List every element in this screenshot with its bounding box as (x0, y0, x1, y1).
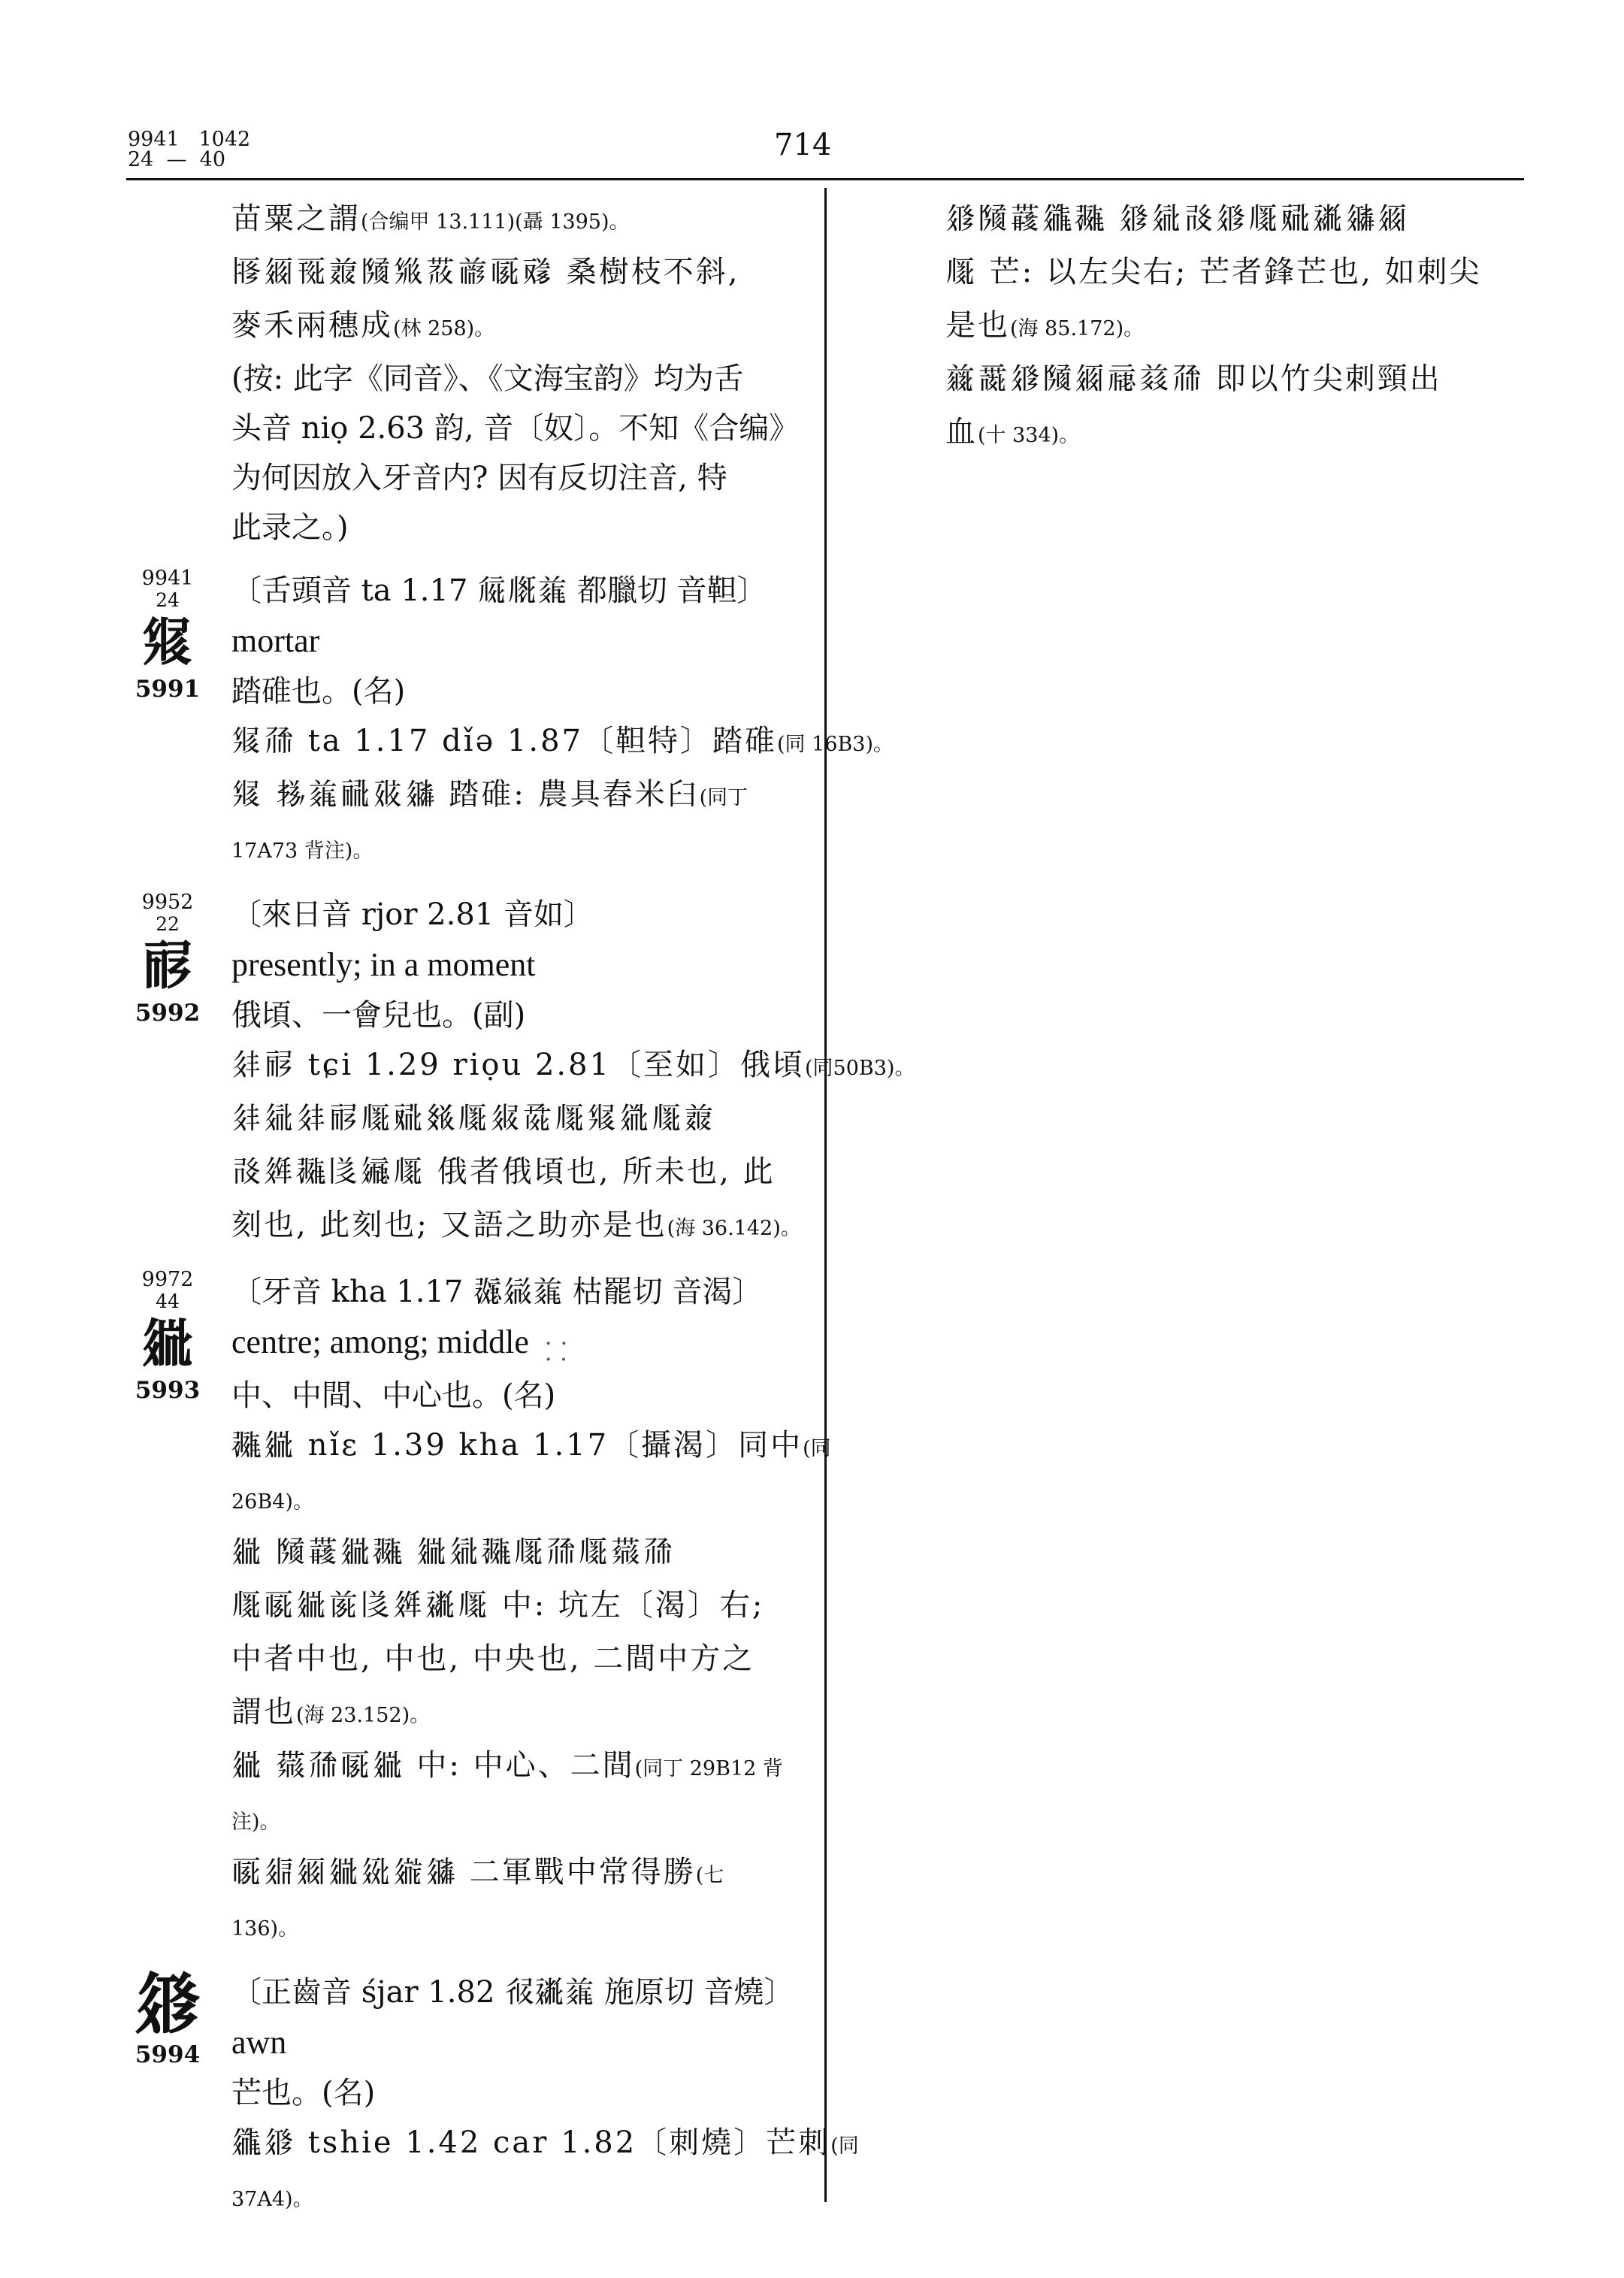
headword-glyph: 𗥔 (141, 1311, 194, 1374)
continuation-line: 𗔀𗵘𗤁𗂧𗥃𗄊𗑠𗗙 即以竹尖刺頸出 (945, 362, 1442, 396)
column-divider (824, 188, 827, 2202)
citation-line: 中者中也, 中也, 中央也, 二間中方之 (231, 1641, 755, 1676)
chinese-gloss: 俄頃、一會兒也。(副) (231, 998, 526, 1033)
citation-line: 刻也, 此刻也; 又語之助亦是也(海 36.142)。 (231, 1208, 801, 1242)
entry-meta (126, 1964, 209, 2070)
entry-number: 5991 (135, 676, 201, 703)
continuation-line: 𗎦𗥃𗀔𗓱𗂧𗊱𗚛𗑗𗀅𗠠 桑樹枝不斜, (231, 255, 740, 289)
citation-line: 37A4)。 (231, 2188, 313, 2211)
header-codes-bottom: 24 — 40 (128, 148, 226, 171)
pronunciation: 〔牙音 kha 1.17 𗗄𗦎𗒀 枯罷切 音渴〕 (231, 1275, 763, 1309)
citation-line: 注)。 (231, 1811, 280, 1834)
left-column (134, 194, 915, 2225)
remark-line: 头音 niọ 2.63 韵, 音〔奴〕。不知《合编》 (231, 411, 800, 446)
entry-subcode: 44 (156, 1290, 180, 1312)
remark-line: (按: 此字《同音》、《文海宝韵》均为舌 (231, 362, 744, 396)
citation-line: 𗅲𗀅𗥔𗐯𗁅𗤶𗡶𗅲 中: 坑左〔渴〕右; (231, 1588, 765, 1623)
entry-code: 9952 (141, 891, 194, 914)
entry-subcode: 24 (156, 589, 180, 611)
entry-number: 5994 (135, 2041, 201, 2068)
pronunciation: 〔正齒音 śjar 1.82 𗢐𗡶𗒀 施原切 音燒〕 (231, 1975, 794, 2010)
entry-number: 5992 (135, 1000, 201, 1027)
dictionary-entry (135, 890, 915, 1254)
right-column (945, 194, 1539, 461)
chinese-gloss: 中、中間、中心也。(名) (231, 1378, 556, 1413)
continuation-line: 苗粟之謂(合编甲 13.111)(聶 1395)。 (231, 201, 630, 236)
citation-line: 𗥔 𗂧𗞞𗥔𗖵 𗥔𗣼𗖵𗅲𗗙𗅲𗜓𗗙 (231, 1535, 676, 1569)
citation-line: 𗥔 𗜓𗗙𗀅𗥔 中: 中心、二間(同丁 29B12 背 (231, 1748, 783, 1783)
english-gloss: mortar (231, 622, 320, 659)
header-codes (128, 129, 250, 170)
headword-glyph: 𗟲 (141, 934, 194, 997)
english-gloss: awn (231, 2024, 287, 2061)
entry-meta (126, 566, 209, 704)
dictionary-entry (135, 566, 894, 876)
citation-line: 𗊰𗗙 ta 1.17 dǐə 1.87〔靼特〕踏碓(同 16B3)。 (231, 724, 894, 758)
chinese-gloss: 踏碓也。(名) (231, 674, 406, 709)
entry-meta (126, 890, 209, 1028)
header-codes-top: 9941 1042 (128, 128, 251, 151)
continuation-line: 血(十 334)。 (945, 415, 1080, 449)
continuation-line: 麥禾兩穗成(林 258)。 (231, 308, 495, 343)
headword-glyph: 𗤁 (134, 1964, 201, 2044)
remark-line: 为何因放入牙音内? 因有反切注音, 特 (231, 461, 727, 495)
continuation-line: 𗤁𗂧𗞞𗪟𗖵 𗤁𗣼𗰗𗤁𗅲𗠦𗡶𗦟𗥃 (945, 201, 1410, 236)
english-gloss: centre; among; middle ⸬ (231, 1317, 810, 1371)
citation-line: 136)。 (231, 1917, 299, 1941)
citation-line: 𗀅𗤋𗥃𗥔𗤇𗨁𗦟 二軍戰中常得勝(七 (231, 1855, 724, 1889)
citation-line: 𗊰 𗈪𗒀𗟻𗡢𗦟 踏碓: 農具舂米臼(同丁 (231, 777, 748, 812)
citation-line: 26B4)。 (231, 1490, 313, 1514)
entry-meta (126, 1267, 209, 1405)
chinese-gloss: 芒也。(名) (231, 2076, 376, 2110)
citation-line: 𗢳𗣼𗢳𗟲𗅲𗠦𗾥𗅲𗤒𗱕𗅲𗊰𗥦𗅲𗓱 (231, 1101, 716, 1136)
continuation-line: 是也(海 85.172)。 (945, 308, 1145, 343)
ink-smudge-mark: ⸬ (545, 1339, 567, 1366)
citation-line: 𗖵𗥔 nǐɛ 1.39 kha 1.17〔攝渴〕同中(同 (231, 1428, 831, 1463)
citation-line: 謂也(海 23.152)。 (231, 1695, 431, 1729)
entry-subcode: 22 (156, 913, 180, 935)
pronunciation: 〔來日音 rjor 2.81 音如〕 (231, 897, 594, 932)
continuation-line: 𗅲 芒: 以左尖右; 芒者鋒芒也, 如刺尖 (945, 255, 1482, 289)
page-number: 714 (774, 128, 832, 162)
english-gloss: presently; in a moment (231, 946, 536, 983)
citation-line: 17A73 背注)。 (231, 840, 373, 863)
header-rule (126, 178, 1524, 180)
dictionary-entry (135, 1267, 831, 1954)
headword-glyph: 𗊰 (141, 610, 194, 673)
citation-line: 𗢳𗟲 tɕi 1.29 riọu 2.81〔至如〕俄頃(同50B3)。 (231, 1048, 915, 1082)
entry-code: 9972 (141, 1268, 194, 1291)
remark-line: 此录之。) (231, 510, 349, 545)
citation-line: 𗪟𗤁 tshie 1.42 car 1.82〔刺燒〕芒刺(同 (231, 2125, 859, 2160)
entry-number: 5993 (135, 1377, 201, 1404)
dictionary-entry (134, 1964, 859, 2225)
pronunciation: 〔舌頭音 ta 1.17 𗏁𗅋𗒀 都臘切 音靼〕 (231, 573, 767, 608)
entry-code: 9941 (141, 567, 194, 590)
citation-line: 𗰗𗤶𗖵𗁅𗩾𗅲 俄者俄頃也, 所未也, 此 (231, 1154, 776, 1189)
